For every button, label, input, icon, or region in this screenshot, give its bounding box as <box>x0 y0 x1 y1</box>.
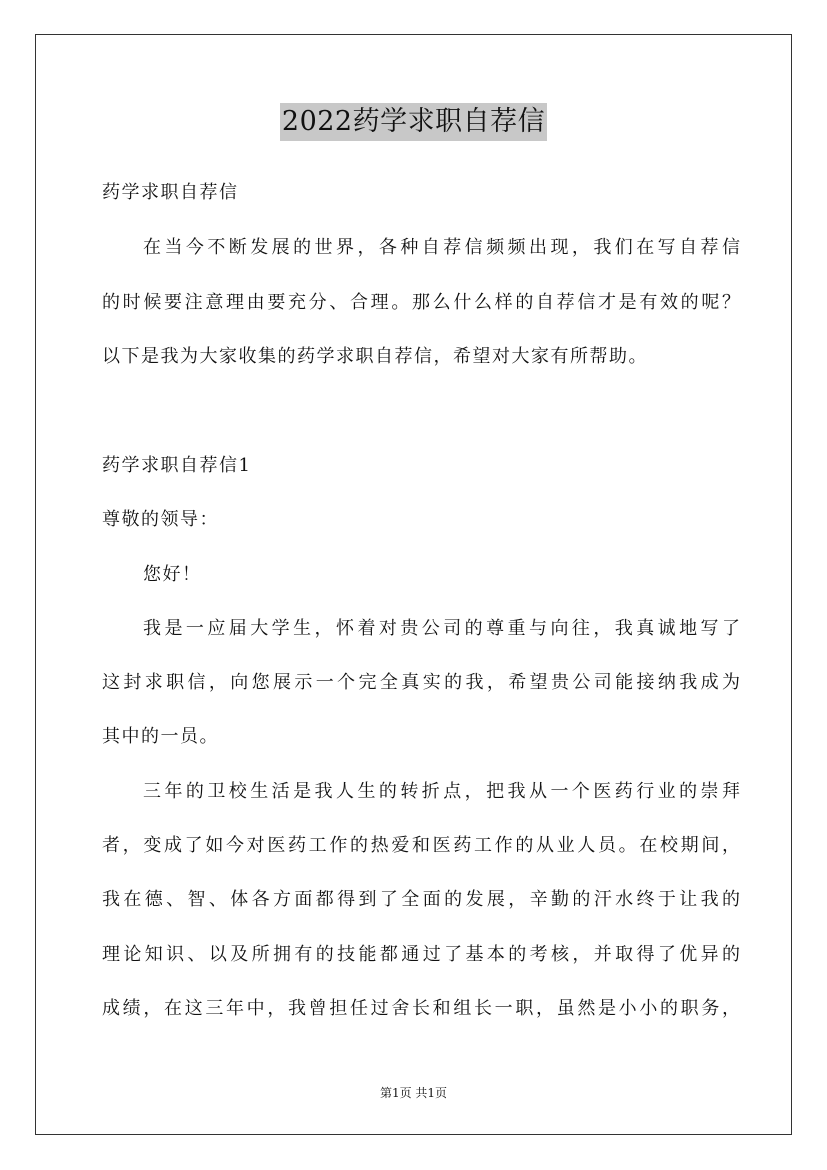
page-number-footer: 第1页 共1页 <box>379 1086 448 1100</box>
text-line: 三年的卫校生活是我人生的转折点，把我从一个医药行业的崇拜 <box>143 781 740 802</box>
text-line: 药学求职自荐信1 <box>102 455 252 476</box>
text-line: 理论知识、以及所拥有的技能都通过了基本的考核，并取得了优异的 <box>102 944 740 965</box>
text-line: 其中的一员。 <box>102 726 219 747</box>
text-line: 您好！ <box>143 564 202 585</box>
document-title: 2022药学求职自荐信 <box>280 103 547 141</box>
text-line: 这封求职信，向您展示一个完全真实的我，希望贵公司能接纳我成为 <box>102 672 740 693</box>
text-line: 者，变成了如今对医药工作的热爱和医药工作的从业人员。在校期间， <box>102 835 740 856</box>
title-container <box>0 103 827 141</box>
text-line: 成绩，在这三年中，我曾担任过舍长和组长一职，虽然是小小的职务， <box>102 998 740 1019</box>
text-line: 尊敬的领导： <box>102 509 219 530</box>
text-line: 在当今不断发展的世界，各种自荐信频频出现，我们在写自荐信 <box>143 237 740 258</box>
text-line: 我是一应届大学生，怀着对贵公司的尊重与向往，我真诚地写了 <box>143 618 740 639</box>
text-line: 以下是我为大家收集的药学求职自荐信，希望对大家有所帮助。 <box>102 346 648 367</box>
text-line: 我在德、智、体各方面都得到了全面的发展，辛勤的汗水终于让我的 <box>102 889 740 910</box>
text-line: 的时候要注意理由要充分、合理。那么什么样的自荐信才是有效的呢？ <box>102 292 740 313</box>
text-line: 药学求职自荐信 <box>102 182 239 203</box>
